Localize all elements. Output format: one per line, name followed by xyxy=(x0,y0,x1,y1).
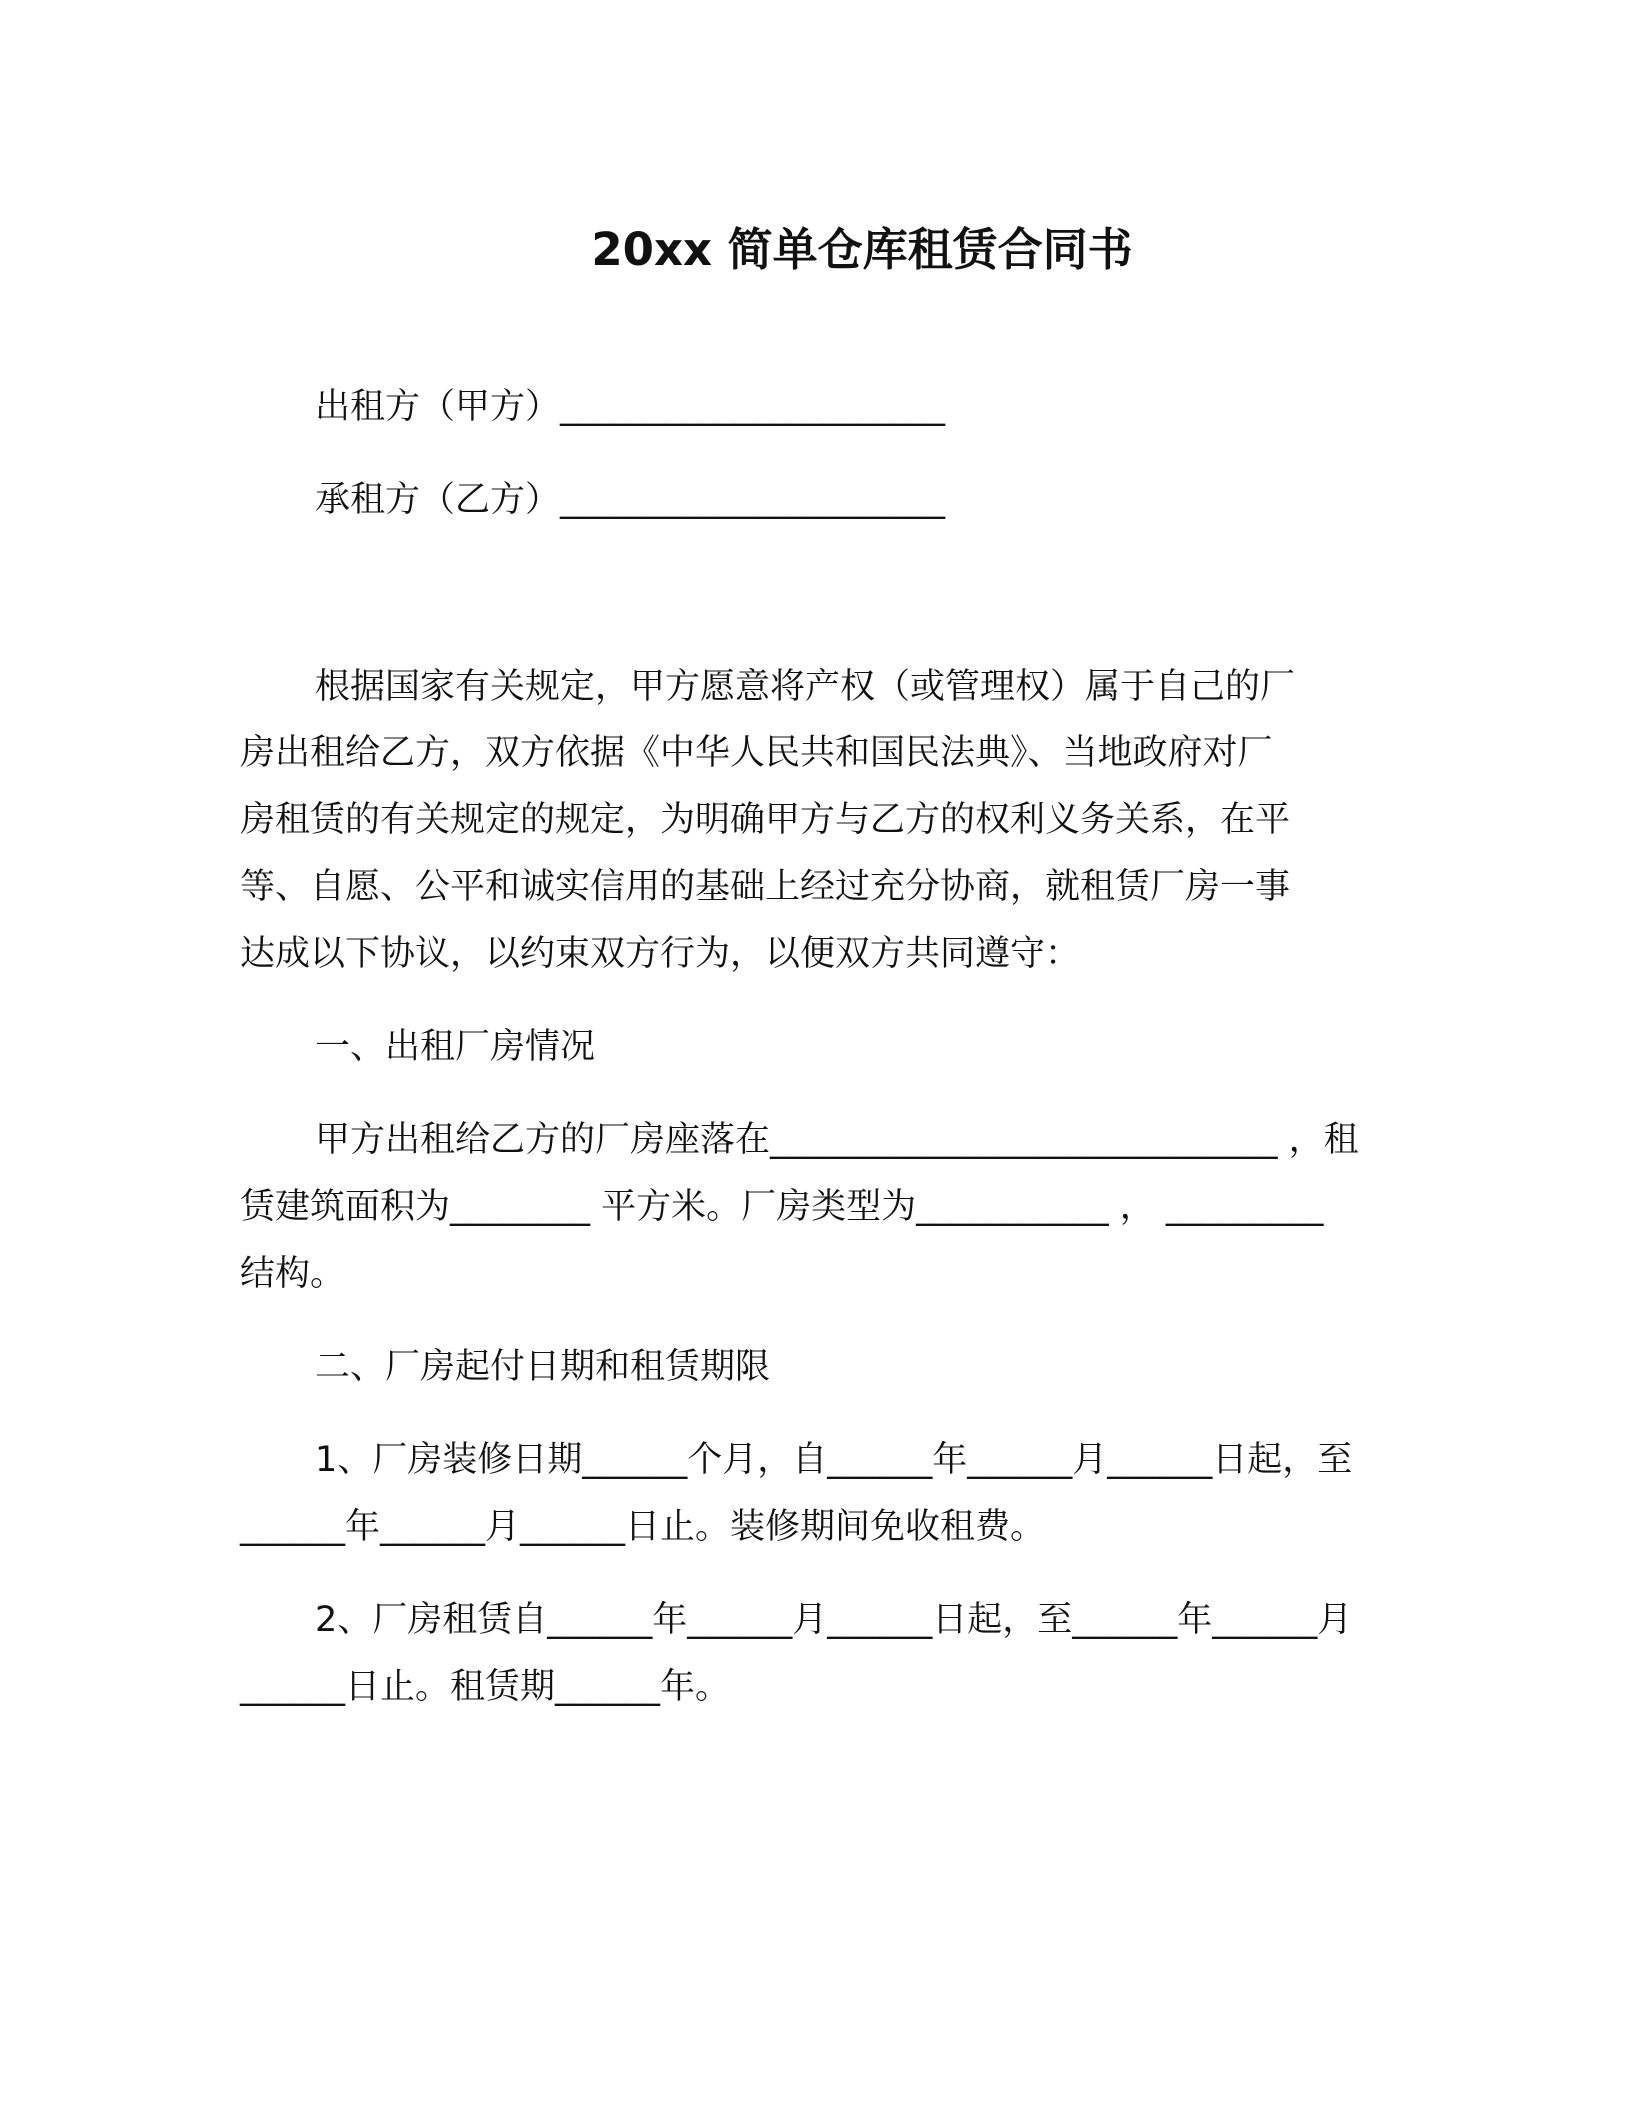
section-1-line-2: 赁建筑面积为________ 平方米。厂房类型为___________ ， _________ xyxy=(240,1187,1324,1227)
section-2-item-1-line-2: ______年______月______日止。装修期间免收租费。 xyxy=(240,1507,1046,1547)
preamble-line-2: 房出租给乙方，双方依据《中华人民共和国民法典》、当地政府对厂 xyxy=(240,733,1273,773)
section-1-line-3: 结构。 xyxy=(240,1254,346,1294)
lessor-line: 出租方（甲方）______________________ xyxy=(315,387,946,427)
preamble-line-3: 房租赁的有关规定的规定，为明确甲方与乙方的权利义务关系，在平 xyxy=(240,800,1291,840)
section-2-item-2-line-1: 2、厂房租赁自______年______月______日起，至______年______月 xyxy=(315,1600,1353,1640)
section-1-heading: 一、出租厂房情况 xyxy=(315,1027,596,1067)
section-2-item-1-line-1: 1、厂房装修日期______个月，自______年______月______日起，至 xyxy=(315,1440,1353,1480)
section-2-item-2-line-2: ______日止。租赁期______年。 xyxy=(240,1667,731,1707)
preamble-line-1: 根据国家有关规定，甲方愿意将产权（或管理权）属于自己的厂 xyxy=(315,667,1296,707)
section-2-heading: 二、厂房起付日期和租赁期限 xyxy=(315,1347,771,1387)
section-1-line-1: 甲方出租给乙方的厂房座落在_____________________________ ，租 xyxy=(315,1120,1359,1160)
lessee-line: 承租方（乙方）______________________ xyxy=(315,480,946,520)
preamble-line-4: 等、自愿、公平和诚实信用的基础上经过充分协商，就租赁厂房一事 xyxy=(240,867,1291,907)
document-title: 20xx 简单仓库租赁合同书 xyxy=(591,223,1133,276)
preamble-line-5: 达成以下协议，以约束双方行为，以便双方共同遵守： xyxy=(240,934,1081,974)
